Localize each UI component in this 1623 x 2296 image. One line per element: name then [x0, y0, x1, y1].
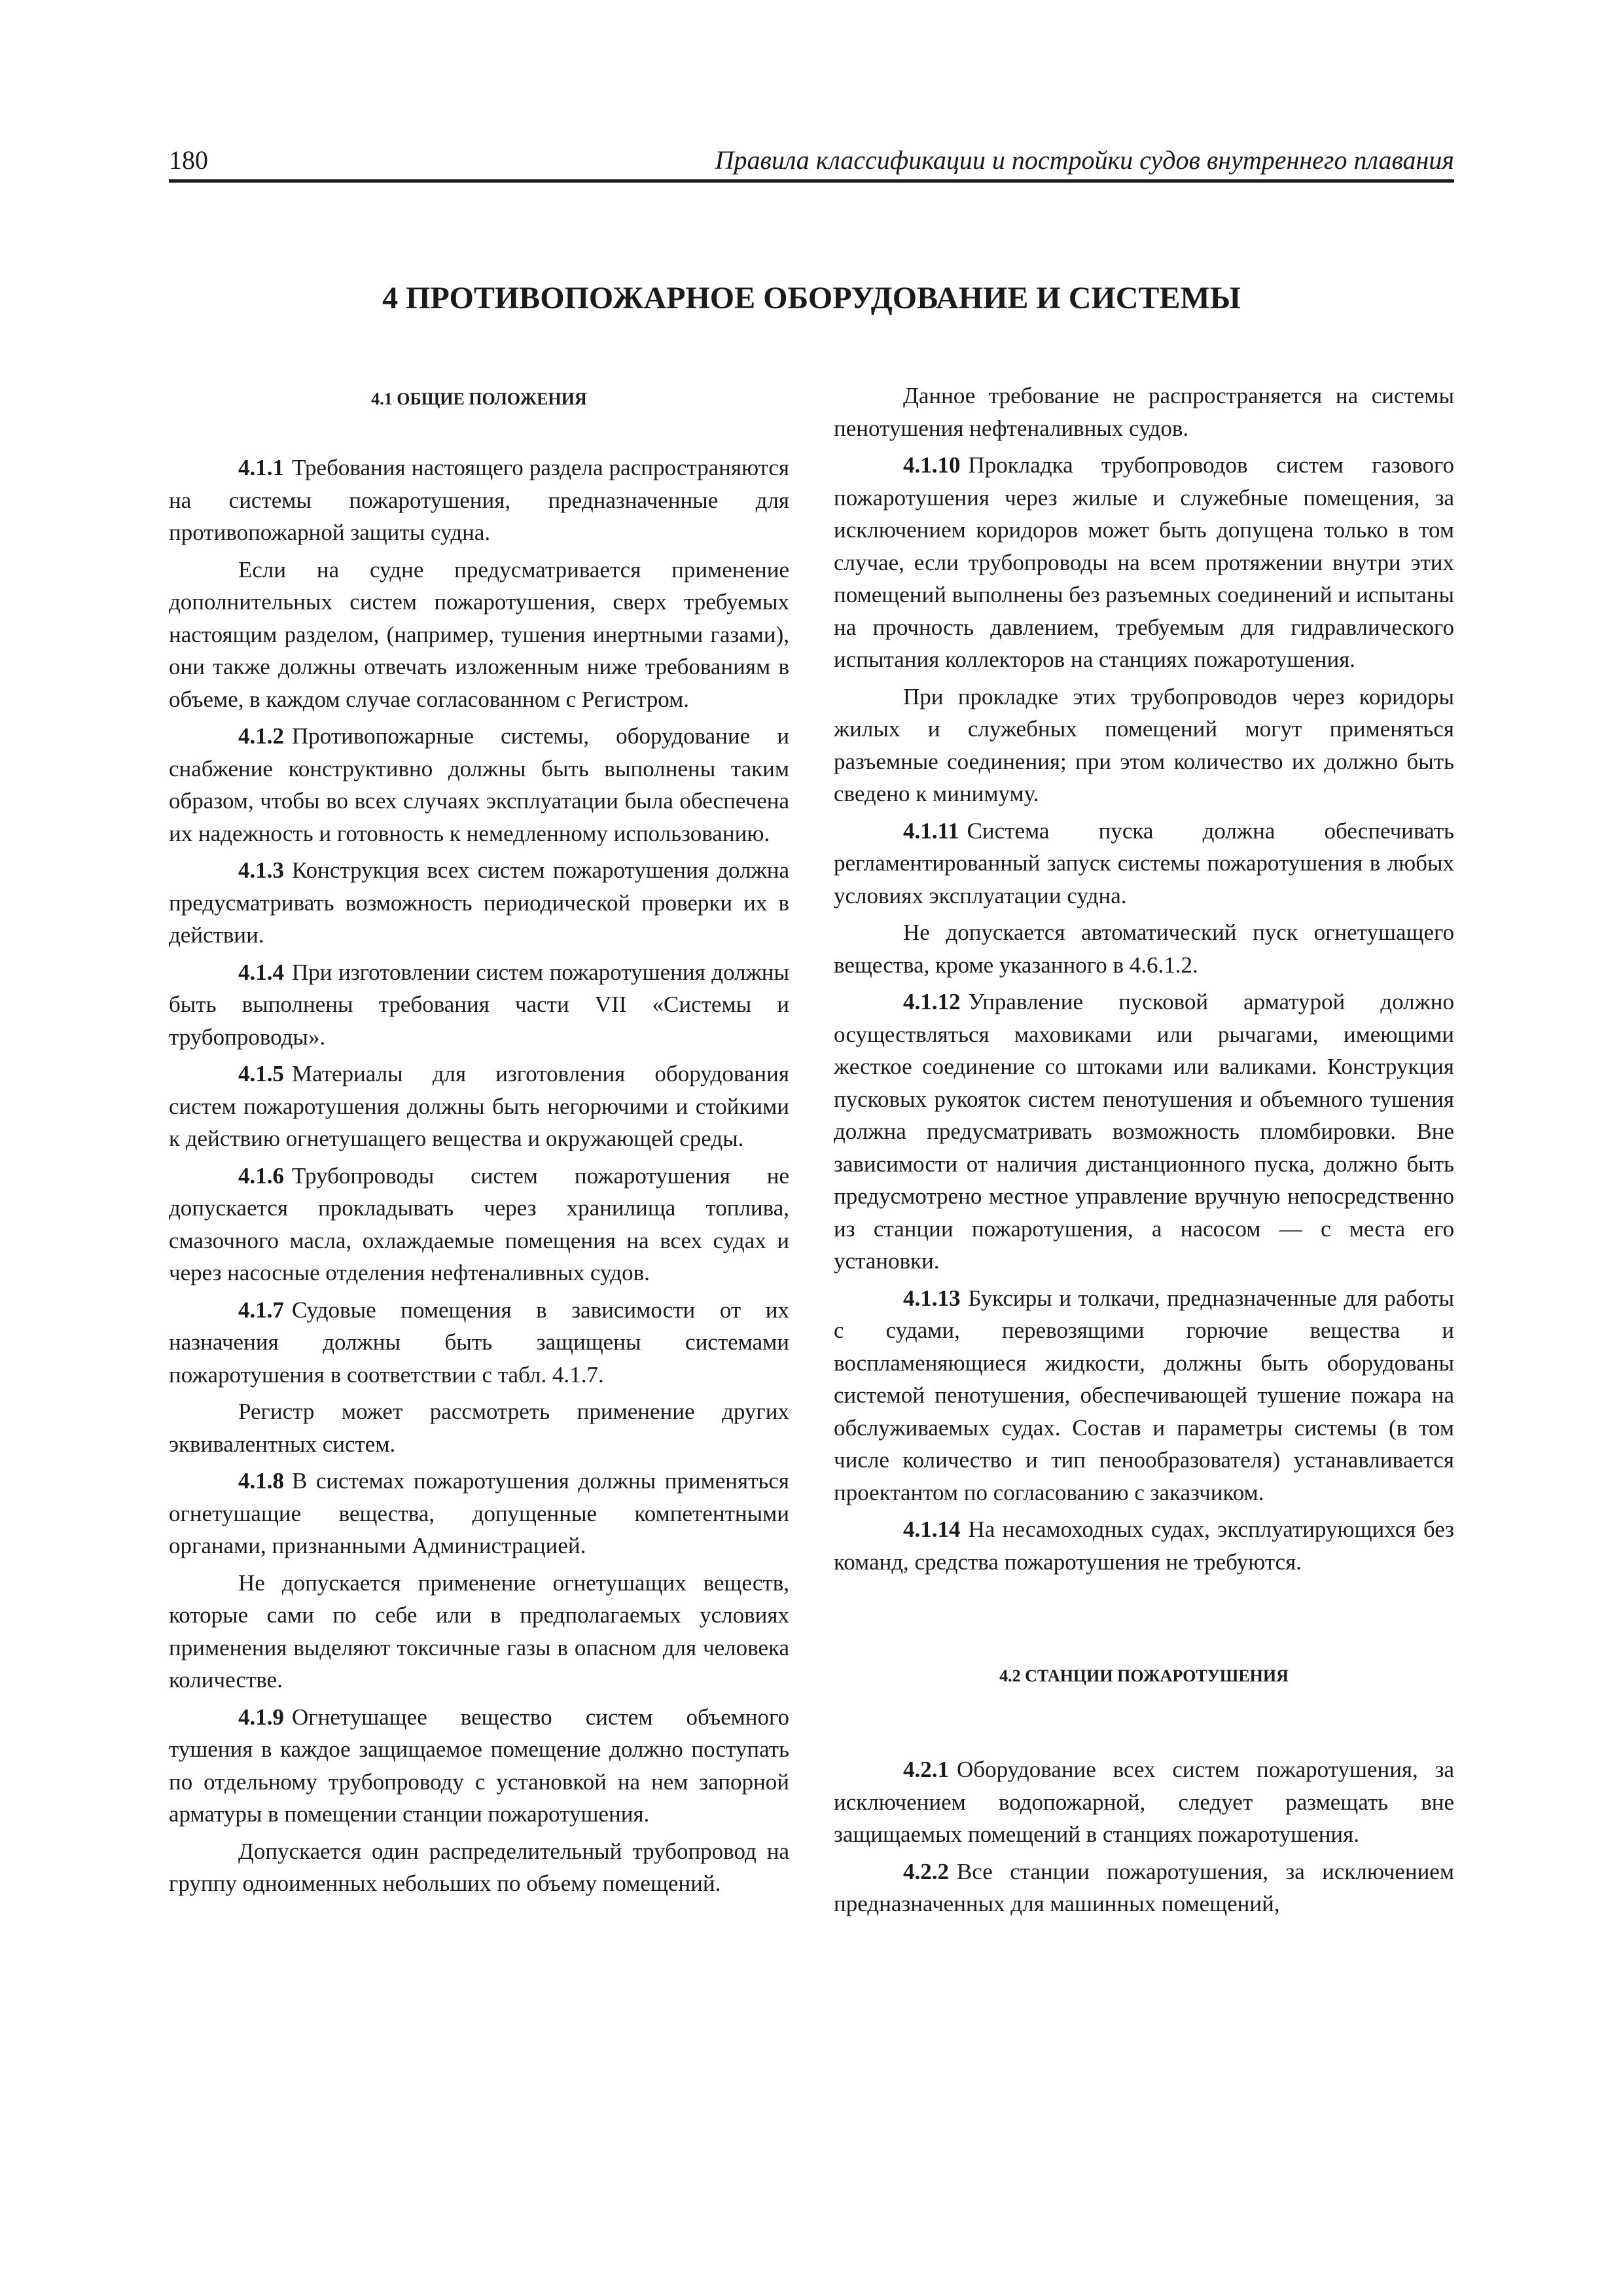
paragraph-text: Все станции пожаротушения, за исключением предназначенных для машинных помещений,: [834, 1858, 1454, 1916]
clause-number: 4.1.1: [238, 455, 284, 480]
section-4-2-paragraphs: [834, 1753, 1454, 1920]
paragraph-text: Регистр может рассмотреть применение других эквивалентных систем.: [169, 1399, 789, 1457]
paragraph: [169, 1465, 789, 1562]
paragraph-text: Прокладка трубопроводов систем газового пожаротушения через жилые и служебные помещения, за исключением коридоров может быть допущена только в том случае, если трубопроводы на всем протяжении внутри этих помещений выполнены без разъемных соединений и испытаны на прочность давлением, требуемым для гидравлического испытания коллекторов на станциях пожаротушения.: [834, 452, 1454, 672]
left-column-paragraphs: [169, 452, 789, 1900]
clause-number: 4.2.1: [903, 1757, 949, 1782]
paragraph: [169, 1160, 789, 1289]
section-heading-4-2: 4.2 СТАНЦИИ ПОЖАРОТУШЕНИЯ: [999, 1666, 1289, 1685]
paragraph: [169, 1058, 789, 1155]
left-column: [169, 380, 789, 1905]
right-column: [834, 380, 1454, 1925]
paragraph: [169, 854, 789, 952]
paragraph-text: Судовые помещения в зависимости от их назначения должны быть защищены системами пожаротушения в соответствии с табл. 4.1.7.: [169, 1297, 789, 1388]
paragraph-text: Если на судне предусматривается применение дополнительных систем пожаротушения, сверх требуемых настоящим разделом, (например, тушения инертными газами), они также должны отвечать изложенным ниже требованиям в объеме, в каждом случае согласованном с Регистром.: [169, 556, 789, 712]
running-title: Правила классификации и постройки судов внутреннего плавания: [715, 145, 1454, 175]
paragraph-text: Конструкция всех систем пожаротушения должна предусматривать возможность периодической проверки их в действии.: [169, 857, 789, 948]
paragraph-text: Трубопроводы систем пожаротушения не допускается прокладывать через хранилища топлива, смазочного масла, охлаждаемые помещения на всех судах и через насосные отделения нефтеналивных судов.: [169, 1162, 789, 1285]
paragraph: [834, 1856, 1454, 1920]
paragraph: [834, 681, 1454, 810]
clause-number: 4.1.3: [238, 857, 284, 883]
paragraph: [169, 1395, 789, 1460]
paragraph: [169, 1835, 789, 1900]
paragraph-text: Данное требование не распространяется на системы пенотушения нефтеналивных судов.: [834, 383, 1454, 441]
clause-number: 4.2.2: [903, 1858, 949, 1884]
chapter-title: 4 ПРОТИВОПОЖАРНОЕ ОБОРУДОВАНИЕ И СИСТЕМЫ: [382, 281, 1241, 315]
paragraph: [834, 1753, 1454, 1851]
paragraph: [169, 554, 789, 716]
page-header: [169, 139, 1454, 183]
paragraph: [834, 916, 1454, 981]
clause-number: 4.1.2: [238, 723, 284, 749]
paragraph: [834, 380, 1454, 444]
clause-number: 4.1.9: [238, 1704, 284, 1730]
paragraph-text: Оборудование всех систем пожаротушения, за исключением водопожарной, следует размещать вне защищаемых помещений в станциях пожаротушения.: [834, 1757, 1454, 1847]
clause-number: 4.1.14: [903, 1516, 961, 1542]
right-column-paragraphs: [834, 380, 1454, 1578]
paragraph-text: Управление пусковой арматурой должно осуществляться маховиками или рычагами, имеющими жесткое соединение со штоками или валиками. Конструкция пусковых рукояток систем пенотушения и объемного тушения должна предусматривать возможность пломбировки. Вне зависимости от наличия дистанционного пуска, должно быть предусмотрено местное управление вручную непосредственно из станции пожаротушения, а насосом — с места его установки.: [834, 989, 1454, 1274]
paragraph-text: Буксиры и толкачи, предназначенные для работы с судами, перевозящими горючие вещества и воспламеняющиеся жидкости, должны быть оборудованы системой пенотушения, обеспечивающей тушение пожара на обслуживаемых судах. Состав и параметры системы (в том числе количество и тип пенообразователя) устанавливается проектантом по согласованию с заказчиком.: [834, 1285, 1454, 1505]
clause-number: 4.1.12: [903, 989, 961, 1014]
page-number: 180: [169, 145, 208, 175]
paragraph: [169, 1567, 789, 1696]
paragraph: [169, 1294, 789, 1391]
clause-number: 4.1.11: [903, 817, 959, 844]
clause-number: 4.1.13: [903, 1285, 961, 1311]
clause-number: 4.1.6: [238, 1162, 284, 1189]
paragraph: [834, 1282, 1454, 1509]
paragraph: [834, 986, 1454, 1278]
clause-number: 4.1.8: [238, 1468, 284, 1494]
paragraph: [169, 720, 789, 850]
paragraph: [169, 1701, 789, 1831]
clause-number: 4.1.7: [238, 1297, 284, 1323]
paragraph-text: Материалы для изготовления оборудования систем пожаротушения должны быть негорючими и стойкими к действию огнетушащего вещества и окружающей среды.: [169, 1061, 789, 1151]
paragraph: [834, 449, 1454, 676]
paragraph: [834, 1513, 1454, 1578]
paragraph-text: Не допускается применение огнетушащих веществ, которые сами по себе или в предполагаемых условиях применения выделяют токсичные газы в опасном для человека количестве.: [169, 1570, 789, 1693]
clause-number: 4.1.10: [903, 452, 961, 478]
paragraph-text: Огнетушащее вещество систем объемного тушения в каждое защищаемое помещение должно поступать по отдельному трубопроводу с установкой на нем запорной арматуры в помещении станции пожаротушения.: [169, 1704, 789, 1827]
paragraph: [169, 452, 789, 549]
paragraph-text: Допускается один распределительный трубопровод на группу одноименных небольших по объему помещений.: [169, 1838, 789, 1896]
paragraph-text: Требования настоящего раздела распространяются на системы пожаротушения, предназначенные для противопожарной защиты судна.: [169, 455, 789, 545]
paragraph-text: В системах пожаротушения должны применяться огнетушащие вещества, допущенные компетентными органами, признанными Администрацией.: [169, 1468, 789, 1558]
paragraph-text: При изготовлении систем пожаротушения должны быть выполнены требования части VII «Системы и трубопроводы».: [169, 959, 789, 1050]
section-heading-4-1: 4.1 ОБЩИЕ ПОЛОЖЕНИЯ: [371, 389, 587, 408]
clause-number: 4.1.4: [238, 959, 284, 985]
paragraph-text: Система пуска должна обеспечивать регламентированный запуск системы пожаротушения в любых условиях эксплуатации судна.: [834, 817, 1454, 908]
paragraph-text: Не допускается автоматический пуск огнетушащего вещества, кроме указанного в 4.6.1.2.: [834, 920, 1454, 978]
clause-number: 4.1.5: [238, 1061, 284, 1086]
paragraph-text: При прокладке этих трубопроводов через коридоры жилых и служебных помещений могут применяться разъемные соединения; при этом количество их должно быть сведено к минимуму.: [834, 683, 1454, 806]
paragraph: [169, 956, 789, 1054]
paragraph-text: Противопожарные системы, оборудование и снабжение конструктивно должны быть выполнены таким образом, чтобы во всех случаях эксплуатации была обеспечена их надежность и готовность к немедленному использованию.: [169, 723, 789, 846]
paragraph: [834, 815, 1454, 912]
paragraph-text: На несамоходных судах, эксплуатирующихся без команд, средства пожаротушения не требуются.: [834, 1516, 1454, 1575]
